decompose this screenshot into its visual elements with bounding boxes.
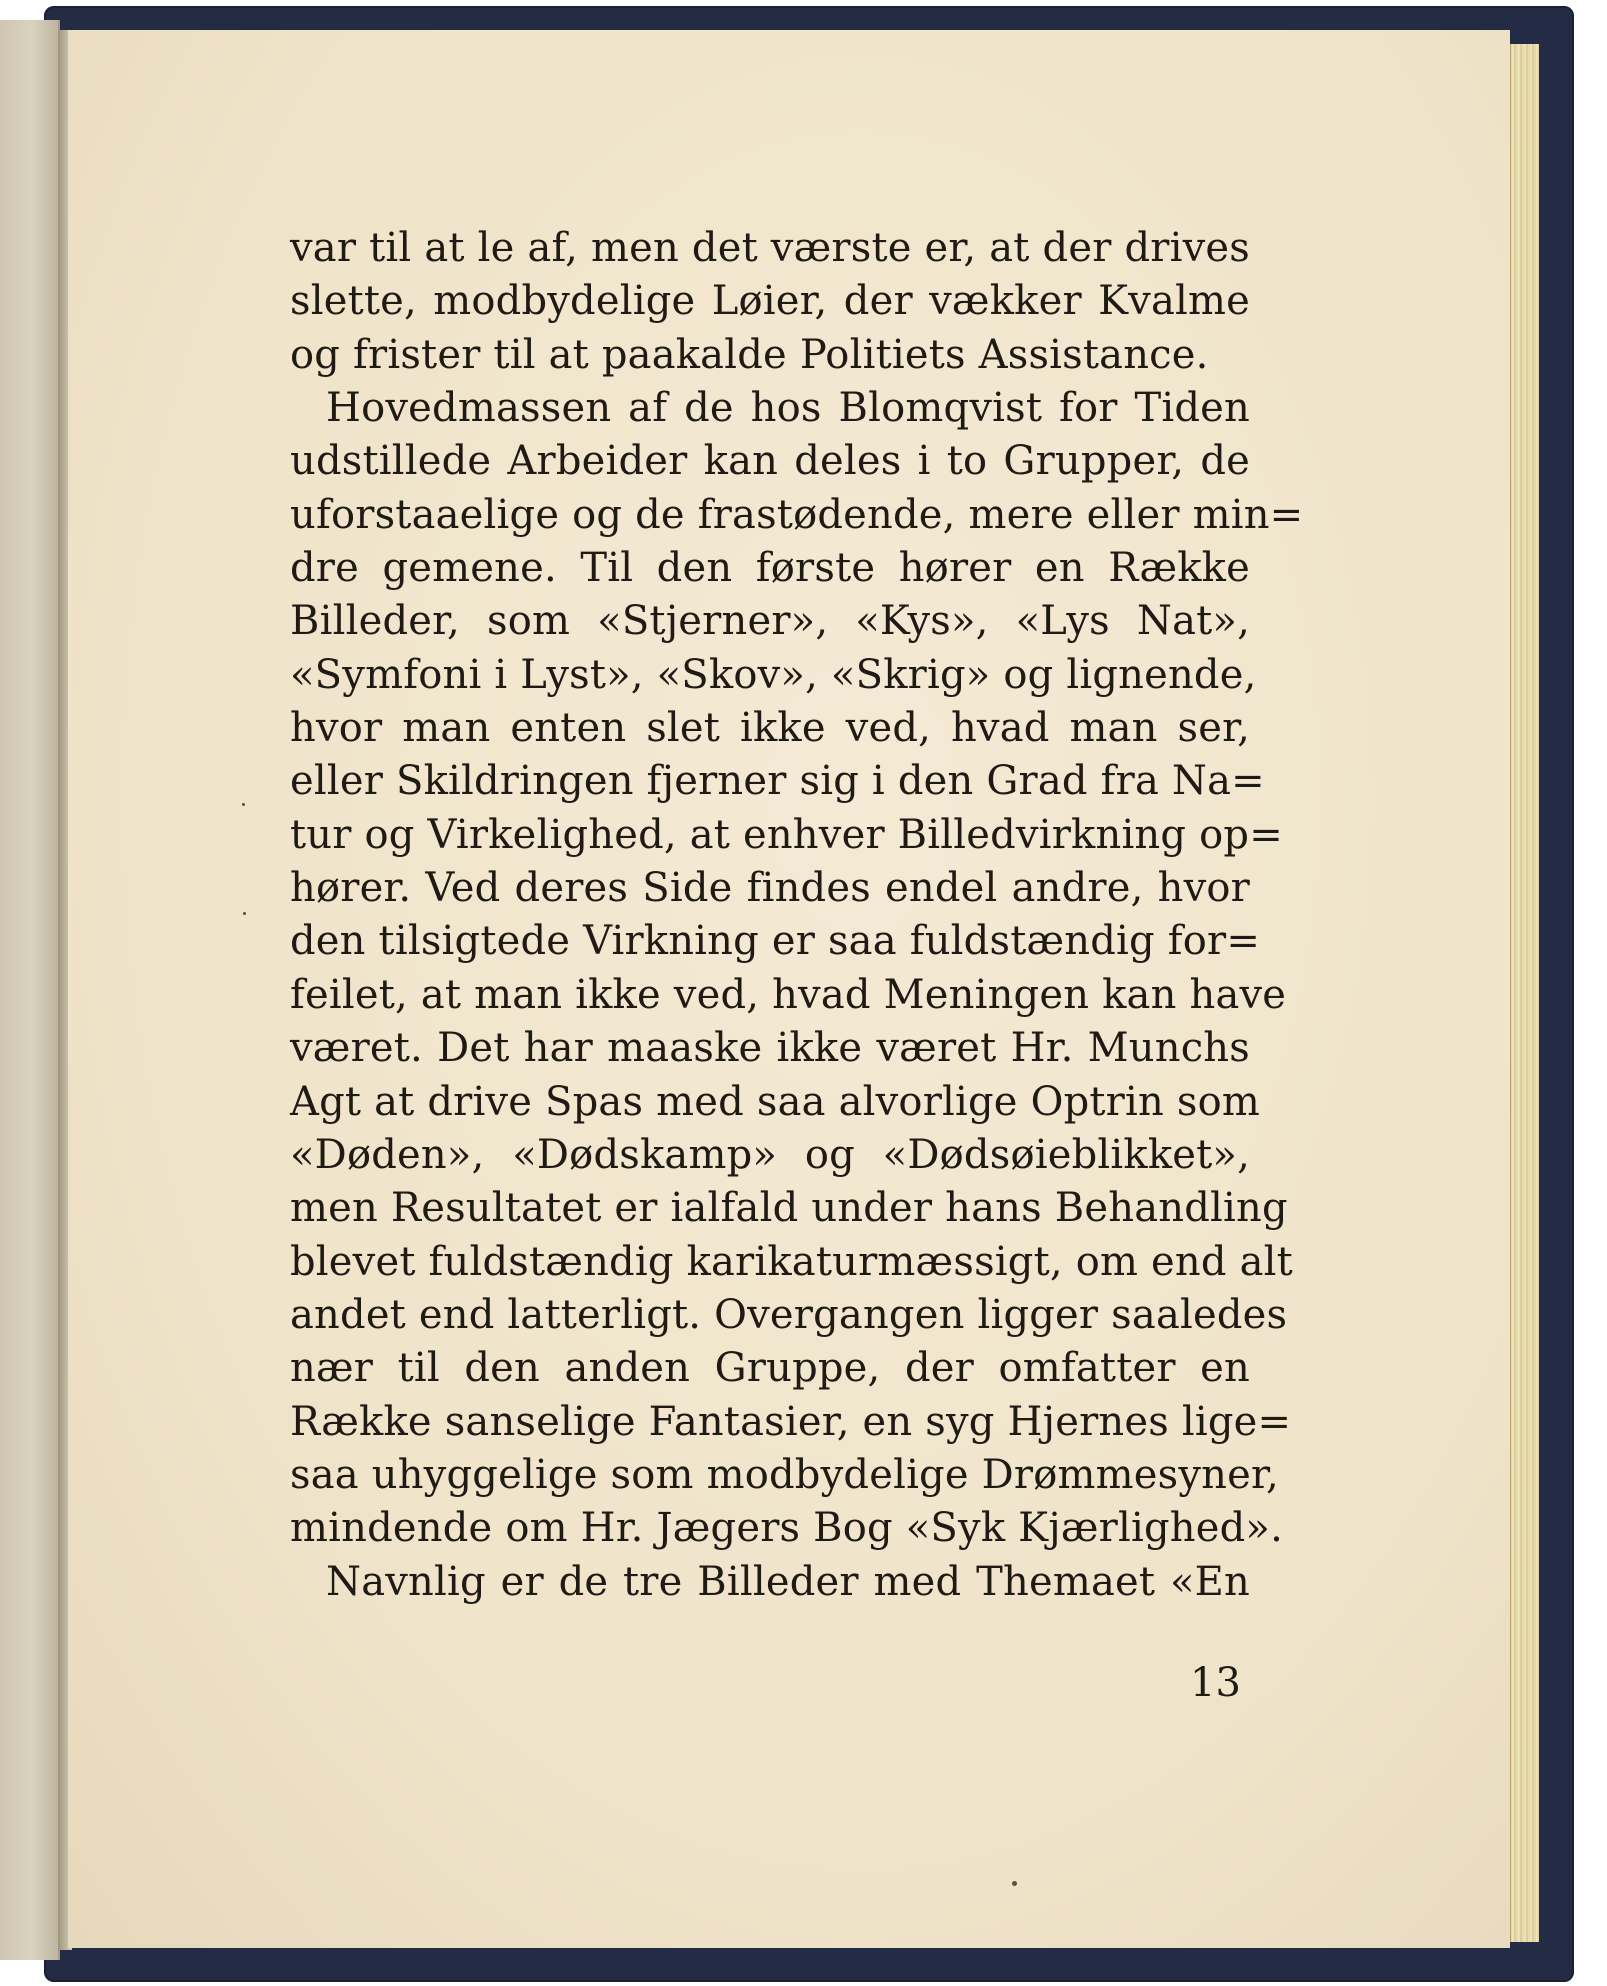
text-line: og frister til at paakalde Politiets Assistance. [290, 331, 1209, 378]
print-speck [242, 803, 245, 806]
text-line: «Symfoni i Lyst», «Skov», «Skrig» og lignende, [290, 651, 1257, 698]
text-line: den tilsigtede Virkning er saa fuldstændig for= [290, 918, 1261, 965]
text-line: men Resultatet er ialfald under hans Behandling [290, 1185, 1288, 1232]
text-line: Agt at drive Spas med saa alvorlige Optrin som [290, 1078, 1261, 1125]
text-line: blevet fuldstændig karikaturmæssigt, om end alt [290, 1238, 1293, 1285]
text-line: uforstaaelige og de frastødende, mere eller min= [290, 491, 1304, 538]
text-line: mindende om Hr. Jægers Bog «Syk Kjærlighed». [290, 1505, 1283, 1552]
text-line: Række sanselige Fantasier, en syg Hjernes lige= [290, 1398, 1292, 1445]
text-line: Navnlig er de tre Billeder med Themaet «En [326, 1558, 1250, 1605]
text-line: udstillede Arbeider kan deles i to Grupper, de [290, 438, 1250, 485]
text-line: slette, modbydelige Løier, der vækker Kvalme [290, 278, 1250, 325]
text-line: hvor man enten slet ikke ved, hvad man ser, [290, 705, 1250, 752]
text-line: Billeder, som «Stjerner», «Kys», «Lys Nat», [290, 598, 1250, 645]
text-line: været. Det har maaske ikke været Hr. Munchs [290, 1025, 1250, 1072]
text-line: Hovedmassen af de hos Blomqvist for Tiden [326, 385, 1250, 432]
print-speck [1012, 1881, 1017, 1886]
text-line: nær til den anden Gruppe, der omfatter en [290, 1345, 1250, 1392]
text-line: eller Skildringen fjerner sig i den Grad fra Na= [290, 758, 1265, 805]
text-line: tur og Virkelighed, at enhver Billedvirkning op= [290, 811, 1283, 858]
page-fore-edge [1510, 44, 1539, 1942]
text-line: var til at le af, men det værste er, at der drives [290, 225, 1250, 271]
print-speck [243, 912, 246, 915]
left-page-edge [0, 20, 60, 1960]
text-line: dre gemene. Til den første hører en Række [290, 545, 1250, 592]
page-number: 13 [1190, 1660, 1241, 1706]
text-line: «Døden», «Dødskamp» og «Dødsøieblikket», [290, 1131, 1250, 1178]
text-line: feilet, at man ikke ved, hvad Meningen kan have [290, 971, 1287, 1018]
body-text [290, 222, 1304, 1609]
text-line: hører. Ved deres Side findes endel andre, hvor [290, 865, 1250, 912]
text-line: andet end latterligt. Overgangen ligger saaledes [290, 1291, 1288, 1338]
text-line: saa uhyggelige som modbydelige Drømmesyner, [290, 1451, 1279, 1498]
